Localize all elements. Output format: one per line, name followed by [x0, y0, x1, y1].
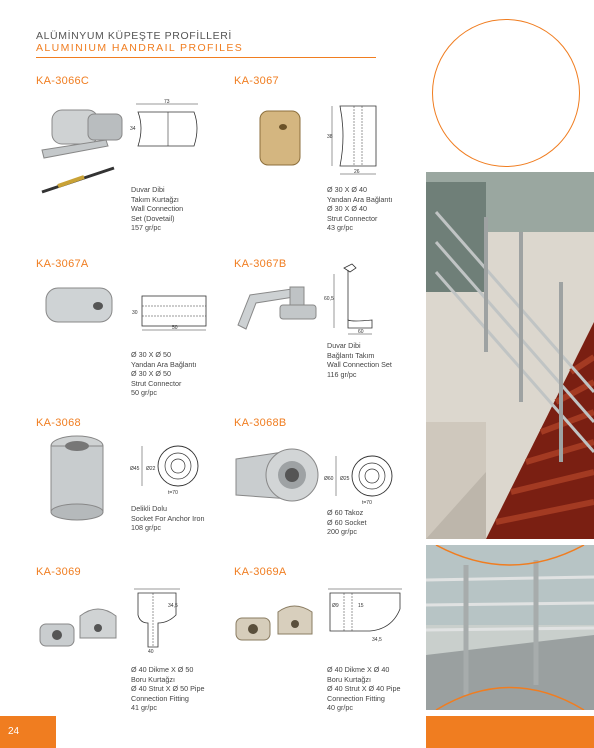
- product-image-pipe-connection-fitting: [232, 598, 324, 648]
- product-code: KA-3067: [234, 75, 279, 87]
- dimension-label: 60,5: [324, 296, 334, 302]
- product-code: KA-3069A: [234, 566, 287, 578]
- product-description: Ø 40 Dikme X Ø 40 Boru Kurtağzı Ø 40 Strut X Ø 40 Pipe Connection Fitting 40 gr/pc: [327, 665, 401, 713]
- dimension-label: Ø60: [324, 476, 334, 482]
- decorative-circle: [432, 19, 580, 167]
- dimension-label: t=70: [362, 500, 372, 506]
- dimension-label: 38: [327, 134, 333, 140]
- staircase-photo: [426, 172, 594, 539]
- dimension-label: 30: [132, 310, 138, 316]
- page-number: 24: [8, 726, 20, 737]
- dimension-label: 34,5: [372, 637, 382, 643]
- product-image-pipe-connection-fitting: [36, 598, 126, 656]
- product-image-wall-connection-set: [232, 275, 322, 335]
- dimension-label: 34,5: [168, 603, 178, 609]
- product-image-wall-connection-dovetail: [36, 100, 126, 200]
- header-divider: [36, 57, 376, 58]
- dimension-label: 50: [172, 325, 178, 331]
- dimension-label: 26: [354, 169, 360, 175]
- product-code: KA-3068: [36, 417, 81, 429]
- product-description: Ø 30 X Ø 40 Yandan Ara Bağlantı Ø 30 X Ø 40 Strut Connector 43 gr/pc: [327, 185, 393, 233]
- catalog-title-english: ALUMINIUM HANDRAIL PROFILES: [36, 42, 244, 54]
- product-code: KA-3066C: [36, 75, 90, 87]
- product-image-socket-anchor: [44, 432, 110, 524]
- railing-photo: [426, 545, 594, 710]
- product-image-strut-connector: [40, 280, 120, 330]
- dimension-label: 15: [358, 603, 364, 609]
- product-image-socket: [230, 445, 326, 505]
- product-description: Ø 60 Takoz Ø 60 Socket 200 gr/pc: [327, 508, 367, 537]
- technical-drawing: [322, 262, 380, 338]
- product-code: KA-3069: [36, 566, 81, 578]
- product-description: Delikli Dolu Socket For Anchor Iron 108 gr/pc: [131, 504, 205, 533]
- dimension-label: Ø25: [340, 476, 350, 482]
- footer-bar-right: [426, 716, 594, 748]
- dimension-label: Ø22: [146, 466, 156, 472]
- technical-drawing: [128, 438, 206, 498]
- dimension-label: 60: [358, 329, 364, 335]
- dimension-label: 34: [130, 126, 136, 132]
- product-description: Ø 40 Dikme X Ø 50 Boru Kurtağzı Ø 40 Strut X Ø 50 Pipe Connection Fitting 41 gr/pc: [131, 665, 205, 713]
- technical-drawing: [128, 288, 212, 336]
- product-description: Duvar Dibi Bağlantı Takım Wall Connection Set 116 gr/pc: [327, 341, 392, 379]
- dimension-label: 40: [148, 649, 154, 655]
- technical-drawing: [128, 585, 186, 655]
- dimension-label: t=70: [168, 490, 178, 496]
- technical-drawing: [128, 98, 206, 156]
- product-description: Ø 30 X Ø 50 Yandan Ara Bağlantı Ø 30 X Ø 50 Strut Connector 50 gr/pc: [131, 350, 197, 398]
- dimension-label: Ø45: [130, 466, 140, 472]
- product-image-strut-connector: [250, 105, 310, 171]
- product-code: KA-3067B: [234, 258, 287, 270]
- dimension-label: Ø9: [332, 603, 339, 609]
- product-description: Duvar Dibi Takım Kurtağzı Wall Connection Set (Dovetail) 157 gr/pc: [131, 185, 184, 233]
- dimension-label: 73: [164, 99, 170, 105]
- catalog-title-turkish: ALÜMİNYUM KÜPEŞTE PROFİLLERİ: [36, 30, 232, 42]
- technical-drawing: [322, 585, 410, 647]
- product-code: KA-3068B: [234, 417, 287, 429]
- technical-drawing: [326, 98, 386, 180]
- technical-drawing: [322, 448, 400, 508]
- product-code: KA-3067A: [36, 258, 89, 270]
